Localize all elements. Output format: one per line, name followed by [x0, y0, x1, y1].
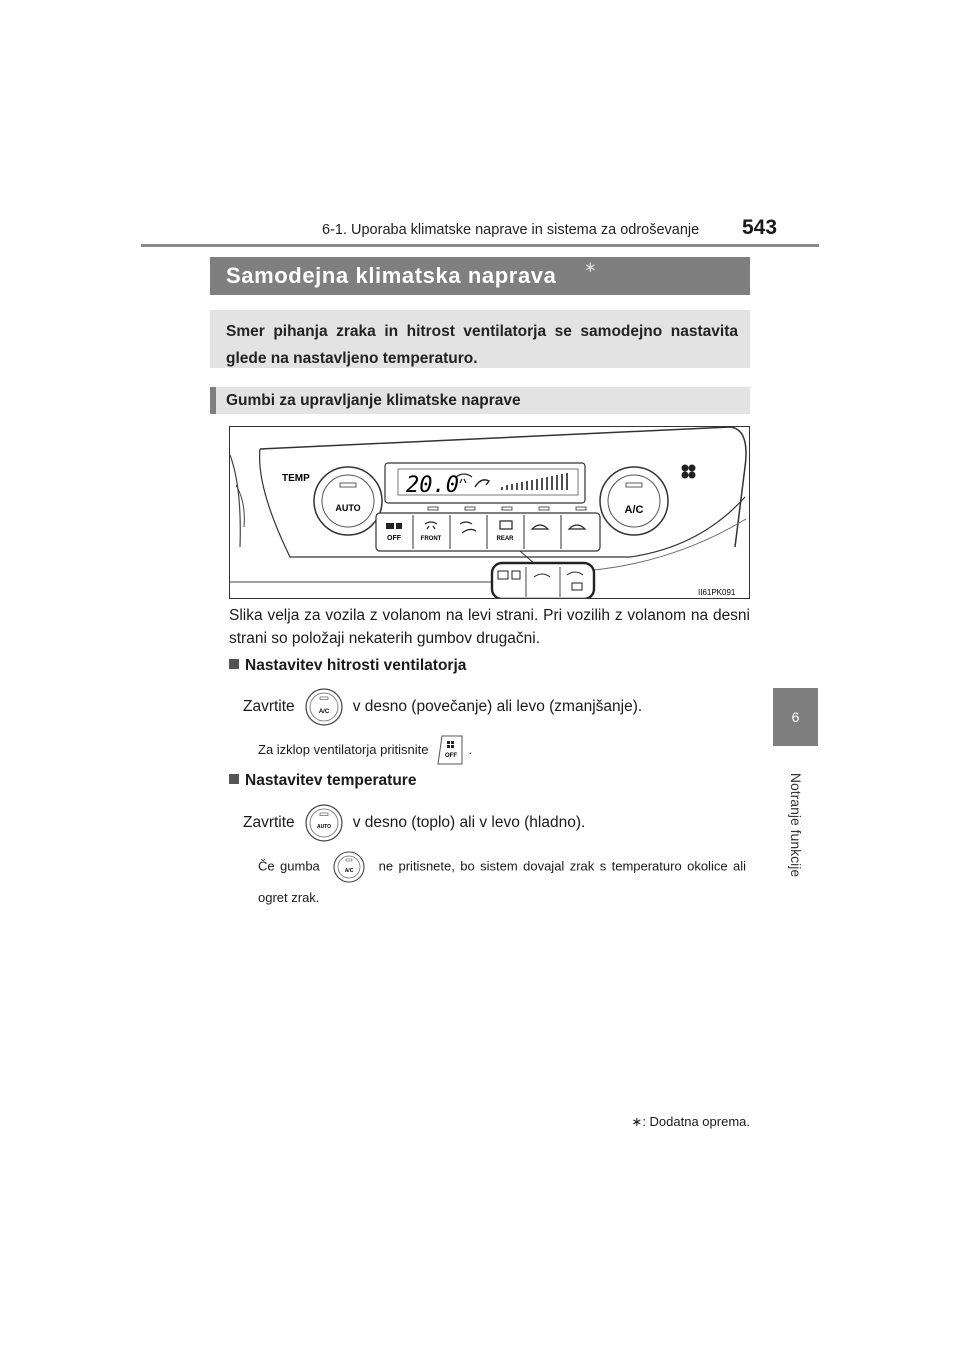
- fan-speed-suffix: v desno (povečanje) ali levo (zmanjšanje).: [352, 698, 643, 715]
- figure-caption: Slika velja za vozila z volanom na levi strani. Pri vozilih z volanom na desni strani so položaji nekaterih gumbov drugačni.: [229, 607, 750, 647]
- fan-speed-heading: [229, 657, 466, 675]
- chapter-label-text: Notranje funkcije: [787, 772, 804, 878]
- square-bullet-icon: [229, 659, 239, 669]
- temperature-instruction: [243, 803, 585, 843]
- footnote: [631, 1114, 750, 1130]
- fan-off-note-prefix: Za izklop ventilatorja pritisnite: [258, 741, 429, 757]
- section-heading-bar: [210, 387, 750, 414]
- footnote-marker: ∗: [631, 1114, 643, 1129]
- header-section-title: 6-1. Uporaba klimatske naprave in sistema za odroševanje: [322, 222, 700, 238]
- display-temperature: 20.0: [406, 473, 459, 498]
- temperature-prefix: Zavrtite: [243, 814, 295, 831]
- temperature-heading-text: Nastavitev temperature: [245, 772, 417, 789]
- intro-box: [210, 310, 750, 368]
- square-bullet-icon: [229, 774, 239, 784]
- section-marker: [210, 387, 216, 414]
- climate-panel-figure: [229, 426, 750, 599]
- fan-off-note-suffix: .: [468, 741, 473, 757]
- ac-knob-label: A/C: [624, 504, 644, 516]
- temperature-suffix: v desno (toplo) ali v levo (hladno).: [352, 814, 586, 831]
- temperature-note: [258, 850, 746, 912]
- figure-code: II61PK091: [698, 588, 736, 597]
- chapter-tab: 6: [773, 688, 818, 746]
- button-front-label: FRONT: [420, 536, 442, 542]
- chapter-label: [773, 770, 818, 880]
- temperature-note-prefix: Če gumba: [258, 858, 320, 874]
- climate-panel-illustration: [230, 427, 750, 599]
- svg-text:A/C: A/C: [344, 868, 354, 874]
- fan-speed-heading-text: Nastavitev hitrosti ventilatorja: [245, 657, 467, 674]
- fan-speed-prefix: Zavrtite: [243, 698, 295, 715]
- svg-text:A/C: A/C: [318, 709, 329, 715]
- button-off-label: OFF: [387, 535, 401, 542]
- section-title: Gumbi za upravljanje klimatske naprave: [226, 392, 521, 409]
- ac-knob-icon: [301, 687, 347, 727]
- fan-off-note: [258, 732, 472, 766]
- main-title: Samodejna klimatska naprava: [226, 263, 557, 288]
- temperature-note-suffix: ne pritisnete, bo sistem dovajal zrak s temperaturo okolice ali ogret zrak.: [258, 858, 746, 905]
- auto-knob-label: AUTO: [335, 503, 361, 513]
- temp-label: TEMP: [282, 473, 310, 484]
- page-number: 543: [742, 216, 778, 239]
- ac-knob-small-icon: [331, 850, 367, 884]
- intro-text: Smer pihanja zraka in hitrost ventilatorja se samodejno nastavita glede na nastavljeno temperaturo.: [226, 323, 738, 367]
- fan-icon: [682, 465, 696, 479]
- fan-off-button-icon: [432, 732, 466, 766]
- main-title-bar: [210, 257, 750, 295]
- button-rear-label: REAR: [496, 536, 514, 542]
- temperature-heading: [229, 772, 416, 790]
- optional-equipment-marker: ∗: [584, 259, 597, 276]
- auto-knob-icon: [301, 803, 347, 843]
- fan-speed-instruction: [243, 687, 642, 727]
- svg-text:OFF: OFF: [444, 753, 457, 759]
- footnote-text: : Dodatna oprema.: [642, 1114, 750, 1129]
- svg-text:AUTO: AUTO: [316, 824, 331, 830]
- header-divider: [141, 244, 819, 247]
